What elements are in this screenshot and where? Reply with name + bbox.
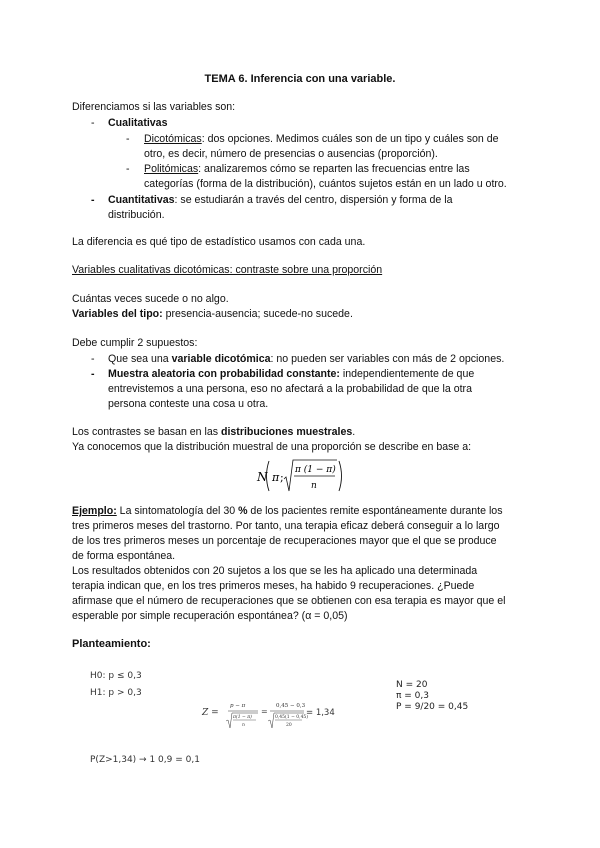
contrastes-post: .	[352, 426, 356, 438]
cualitativas-label: Cualitativas	[108, 117, 168, 129]
supuesto1	[108, 353, 504, 365]
bullet-dash: -	[91, 117, 95, 129]
ejemplo-line7: afirmase que el número de recuperaciones que se obtienen con esa terapia es mayor que el	[72, 595, 506, 607]
contrastes-bold: distribuciones muestrales	[221, 426, 353, 438]
supuesto2-line2: entrevistemos a una persona, eso no afectará a la probabilidad de que la otra	[108, 383, 472, 395]
supuesto1-bold: variable dicotómica	[171, 353, 271, 365]
dicotomicas-text: : dos opciones. Medimos cuáles son de un tipo y cuáles son de	[201, 133, 499, 145]
supuesto2-bold: Muestra aleatoria con probabilidad constante:	[108, 368, 340, 380]
cuantitativas-text: : se estudiarán a través del centro, dispersión y forma de la	[174, 194, 453, 206]
variables-tipo-line	[72, 308, 353, 320]
z-statistic-formula	[200, 698, 360, 738]
supuesto1-pre: Que sea una	[108, 353, 172, 365]
bullet-dash: -	[91, 368, 95, 380]
ejemplo-line1	[72, 505, 503, 517]
politomicas-term: Politómicas	[144, 163, 199, 175]
ejemplo-line4: de forma espontánea.	[72, 550, 176, 562]
supuesto1-post: : no pueden ser variables con más de 2 opciones.	[270, 353, 505, 365]
variables-tipo-label: Variables del tipo:	[72, 308, 163, 320]
bullet-dash: -	[126, 163, 130, 175]
supuestos-intro: Debe cumplir 2 supuestos:	[72, 337, 198, 349]
cuantitativas-line1	[108, 194, 452, 206]
formula-numerator: π (1 − π)	[295, 465, 336, 475]
ejemplo-l1-post: de los pacientes remite espontáneamente durante los	[247, 505, 503, 517]
svg-text:=: =	[261, 707, 268, 716]
politomicas-text: : analizaremos cómo se reparten las frecuencias entre las	[198, 163, 470, 175]
cuantitativas-line2: distribución.	[108, 209, 165, 221]
bullet-dash: -	[91, 353, 95, 365]
section-heading: Variables cualitativas dicotómicas: contraste sobre una proporción	[72, 264, 383, 276]
z-frac1-num: p − π	[230, 703, 246, 709]
z-frac2-den-den: 20	[286, 723, 292, 728]
cuantitativas-label: Cuantitativas	[108, 194, 175, 206]
z-result: = 1,34	[306, 708, 335, 718]
page-title: TEMA 6. Inferencia con una variable.	[204, 73, 396, 85]
z-label: Z =	[202, 708, 219, 718]
z-frac1-den-den: n	[242, 723, 245, 728]
ejemplo-line5: Los resultados obtenidos con 20 sujetos a los que se les ha aplicado una determinada	[72, 565, 478, 577]
ejemplo-line3: de los tres primeros meses un porcentaje de recuperaciones mayor que el que se produce	[72, 535, 497, 547]
ejemplo-l1-pre: La sintomatología del 30	[116, 505, 239, 517]
formula-pi: π	[272, 471, 280, 484]
intro-text: Diferenciamos si las variables son:	[72, 101, 236, 113]
politomicas-line1	[144, 163, 470, 175]
difference-text: La diferencia es qué tipo de estadístico usamos con cada una.	[72, 236, 366, 248]
svg-text:;: ;	[280, 471, 284, 484]
contrastes-line	[72, 426, 355, 438]
z-frac1-den-num: π(1 − π)	[233, 715, 252, 720]
supuesto2-line1	[108, 368, 474, 380]
ejemplo-line2: tres primeros meses del trastorno. Por tanto, una terapia eficaz deberá conseguir a lo largo	[72, 520, 500, 532]
dicotomicas-line2: otro, es decir, número de presencias o ausencias (proporción).	[144, 148, 438, 160]
p-value: P = 9/20 = 0,45	[396, 702, 469, 712]
variables-tipo-text: presencia-ausencia; sucede-no sucede.	[162, 308, 353, 320]
pi-value: π = 0,3	[396, 691, 429, 701]
h1-hypothesis: H1: p > 0,3	[90, 688, 142, 698]
dicotomicas-term: Dicotómicas	[144, 133, 202, 145]
n-value: N = 20	[396, 680, 428, 690]
supuesto2-text: independientemente de que	[339, 368, 475, 380]
cuantas-text: Cuántas veces sucede o no algo.	[72, 293, 229, 305]
ejemplo-label: Ejemplo:	[72, 505, 117, 517]
supuesto2-line3: persona conteste una cosa u otra.	[108, 398, 269, 410]
z-frac2-den-num: 0,45(1 − 0,45)	[275, 715, 309, 720]
politomicas-line2: categorías (forma de la distribución), cuántos sujetos están en un lado u otro.	[144, 178, 507, 190]
dicotomicas-line1	[144, 133, 499, 145]
z-frac2-num: 0,45 − 0,3	[276, 703, 306, 709]
h0-hypothesis: H0: p ≤ 0,3	[90, 671, 142, 681]
probability-result: P(Z>1,34) → 1 0,9 = 0,1	[90, 755, 200, 765]
formula-N: N	[257, 470, 268, 484]
contrastes-pre: Los contrastes se basan en las	[72, 426, 221, 438]
formula-denominator: n	[311, 481, 317, 491]
bullet-dash: -	[91, 194, 95, 206]
ejemplo-line6: terapia indican que, en los tres primeros meses, ha habido 9 recuperaciones. ¿Puede	[72, 580, 475, 592]
planteamiento-heading: Planteamiento:	[72, 638, 151, 650]
ya-conocemos-text: Ya conocemos que la distribución muestral de una proporción se describe en base a:	[72, 441, 472, 453]
ejemplo-line8: esperable por simple recuperación espontánea? (α = 0,05)	[72, 610, 348, 622]
bullet-dash: -	[126, 133, 130, 145]
sampling-distribution-formula	[255, 455, 345, 497]
ejemplo-percent: %	[238, 505, 248, 517]
